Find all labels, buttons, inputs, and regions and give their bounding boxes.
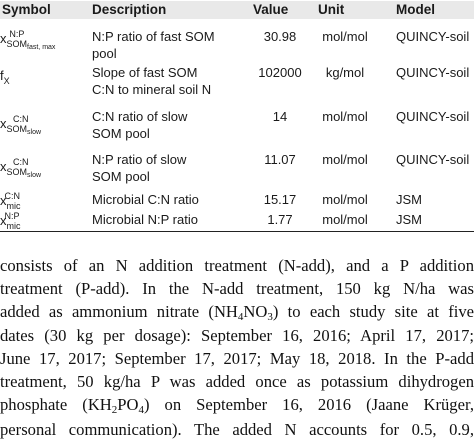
paragraph-line: June 17, 2017; September 17, 2017; May 18, 2018. In the P-add (0, 349, 474, 369)
header-model: Model (396, 2, 435, 17)
table-row-value: 30.98 (263, 29, 297, 44)
table-row-value: 14 (272, 109, 288, 124)
table-row-symbol: $x_{mic}^{C:N}$ (0, 191, 21, 211)
table-row-value: 11.07 (264, 152, 296, 167)
table-row-description: N:P ratio of slow SOM pool (92, 152, 187, 184)
table-row-unit: mol/mol (322, 29, 368, 44)
table-row-model: QUINCY-soil (396, 29, 470, 44)
table-row-symbol: $x_{SOM_{fast, max}}^{N:P}$ (0, 29, 56, 51)
header-unit: Unit (318, 2, 345, 17)
table-row-symbol: $x_{SOM_{slow}}^{C:N}$ (0, 114, 42, 136)
table-row-symbol: $x_{SOM_{slow}}^{C:N}$ (0, 157, 42, 179)
table-row-description: Slope of fast SOM C:N to mineral soil N (92, 65, 212, 97)
table-row-model: QUINCY-soil (396, 152, 470, 167)
table-row-description: N:P ratio of fast SOM pool (92, 29, 215, 61)
table-bottom-rule (0, 231, 474, 232)
header-symbol: Symbol (2, 2, 51, 17)
header-description: Description (92, 2, 167, 17)
table-row-unit: mol/mol (322, 212, 368, 227)
table-row-description: C:N ratio of slow SOM pool (92, 109, 188, 141)
body-paragraph (0, 255, 474, 441)
paragraph-line: consists of an N addition treatment (N-add), and a P addition (0, 256, 474, 275)
paragraph-line: treatment (P-add). In the N-add treatment, 150 kg N/ha was (0, 278, 474, 298)
table-row-unit: mol/mol (322, 192, 368, 207)
table-row-unit: mol/mol (322, 109, 368, 124)
paragraph-line: treatment, 50 kg/ha P was added once as potassium dihydrogen (0, 371, 474, 391)
table-row-symbol: $x_{mic}^{N:P}$ (0, 211, 21, 231)
table-row-model: QUINCY-soil (396, 109, 470, 124)
paragraph-line: personal communication). The added N accounts for 0.5, 0.9, (0, 419, 474, 439)
table-row-value: 102000 (258, 65, 302, 80)
header-value: Value (253, 2, 289, 17)
paragraph-line: added as ammonium nitrate (NH4NO3) to each study site at five (0, 301, 474, 323)
table-row-model: JSM (396, 192, 422, 207)
table-row-model: QUINCY-soil (396, 65, 470, 80)
table-row-unit: kg/mol (325, 65, 365, 80)
paragraph-line: dates (30 kg per dosage): September 16, 2016; April 17, 2017; (0, 326, 474, 346)
paragraph-line: phosphate (KH2PO4) on September 16, 2016 (Jaane Krüger, (0, 394, 474, 416)
table-row-unit: mol/mol (322, 152, 368, 167)
table-row-value: 15.17 (263, 192, 297, 207)
table-row-description: Microbial C:N ratio (92, 192, 199, 207)
table-row-symbol: $f_X$ (0, 68, 10, 86)
table-row-value: 1.77 (267, 212, 293, 227)
table-row-description: Microbial N:P ratio (92, 212, 198, 227)
table-row-model: JSM (396, 212, 422, 227)
